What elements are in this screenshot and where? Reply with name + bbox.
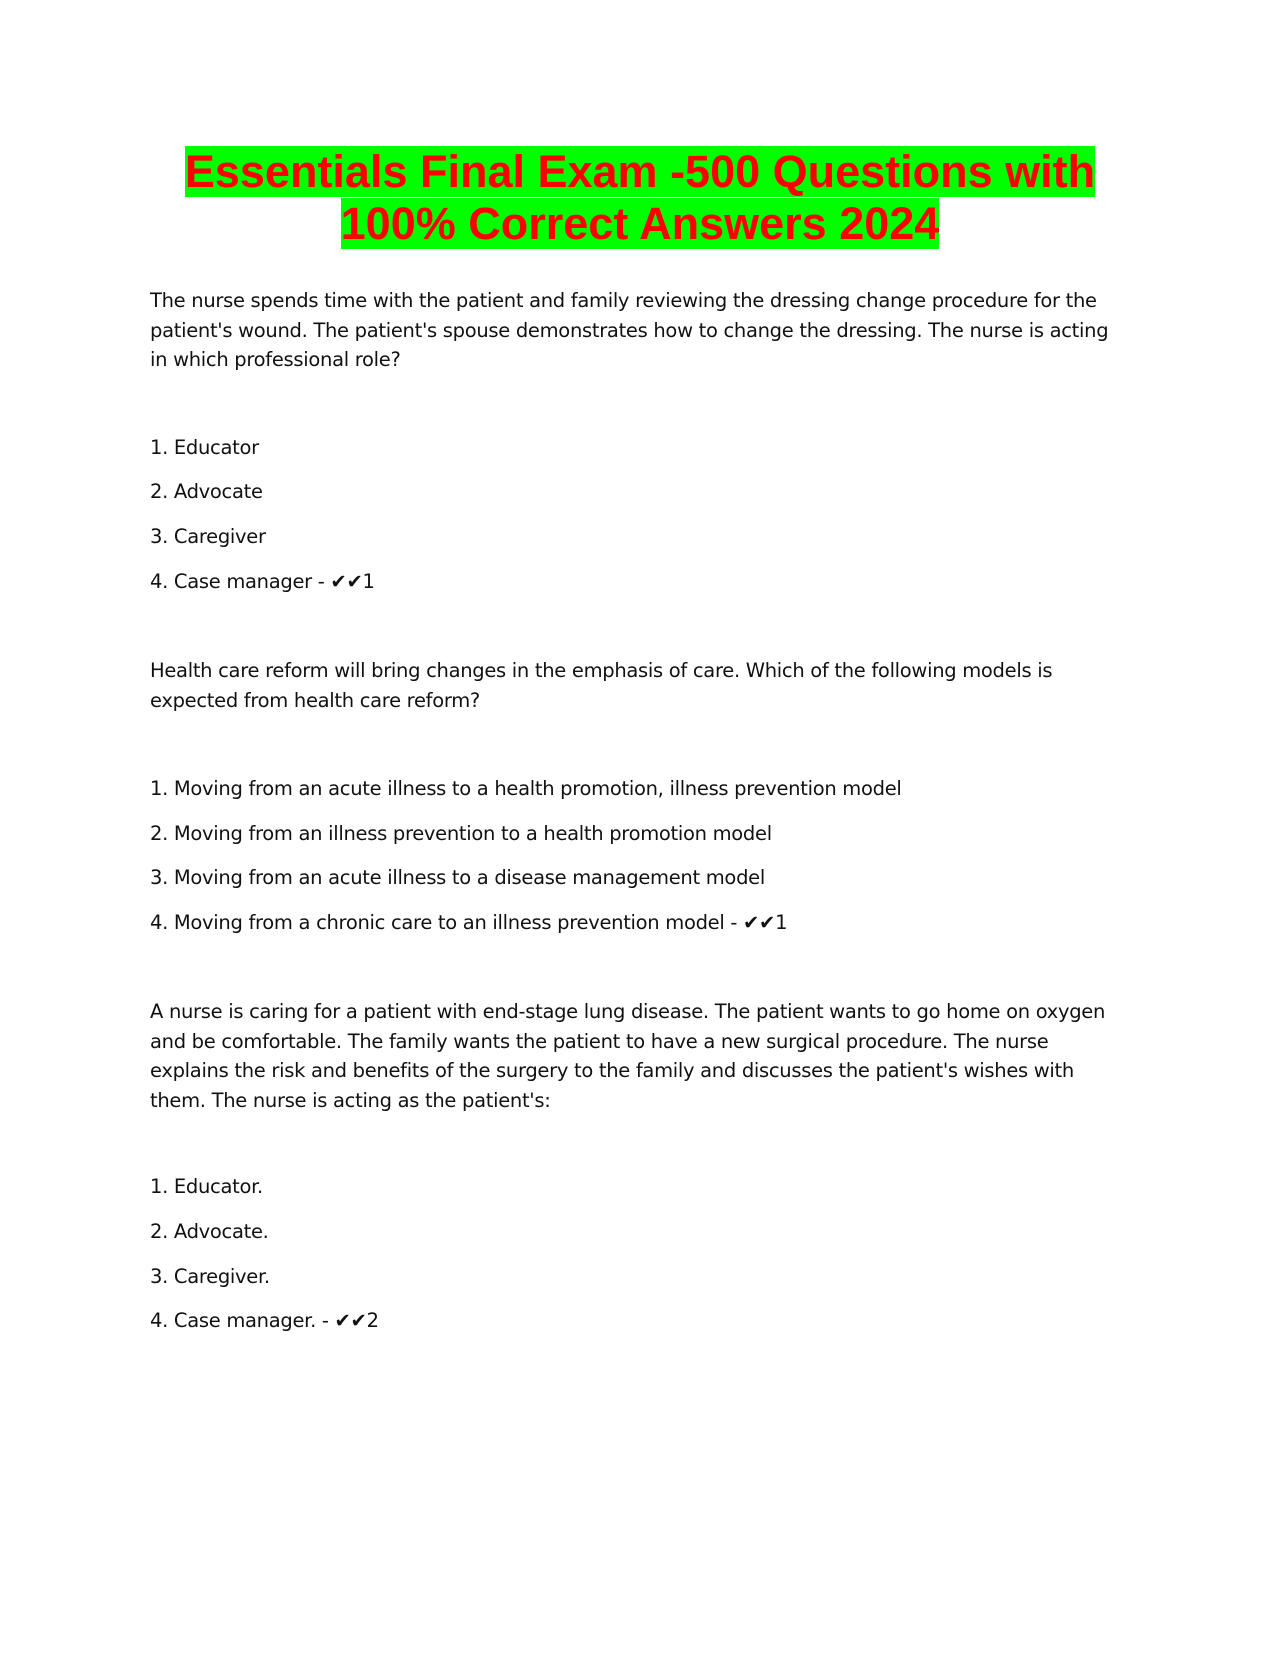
question-3-text: A nurse is caring for a patient with end-stage lung disease. The patient wants to go home on oxygen and be comfortable. The family wants the patient to have a new surgical procedure. The nurse explains the risk and benefits of the surgery to the family and discusses the patient's wishes with them. The nurse is acting as the patient's: (150, 1000, 1106, 1112)
question-2-text: Health care reform will bring changes in the emphasis of care. Which of the following models is expected from health care reform? (150, 659, 1053, 712)
question-1-text: The nurse spends time with the patient and family reviewing the dressing change procedure for the patient's wound. The patient's spouse demonstrates how to change the dressing. The nurse is acting in which professional role? (150, 289, 1109, 371)
question-3-option-3: 3. Caregiver. (150, 1265, 270, 1288)
question-3-option-4: 4. Case manager. - ✔✔2 (150, 1309, 379, 1332)
title-line-1: Essentials Final Exam -500 Questions with (184, 146, 1096, 197)
title-line-2: 100% Correct Answers 2024 (340, 198, 940, 249)
question-2-option-4: 4. Moving from a chronic care to an illness prevention model - ✔✔1 (150, 911, 788, 934)
question-1-option-1: 1. Educator (150, 436, 259, 459)
question-1-option-3: 3. Caregiver (150, 525, 266, 548)
question-2-option-2: 2. Moving from an illness prevention to a health promotion model (150, 822, 772, 845)
question-1-option-4: 4. Case manager - ✔✔1 (150, 570, 375, 593)
question-3-option-1: 1. Educator. (150, 1175, 263, 1198)
question-3-option-2: 2. Advocate. (150, 1220, 269, 1243)
question-2-option-3: 3. Moving from an acute illness to a disease management model (150, 866, 765, 889)
question-1-option-2: 2. Advocate (150, 480, 263, 503)
question-2-option-1: 1. Moving from an acute illness to a health promotion, illness prevention model (150, 777, 902, 800)
document-title (0, 146, 1280, 250)
